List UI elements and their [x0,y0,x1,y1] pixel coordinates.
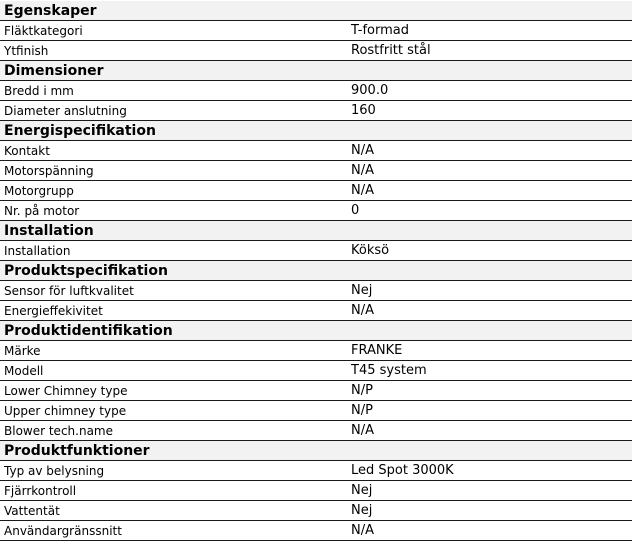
spec-row [0,341,632,361]
spec-row [0,521,632,541]
spec-row [0,461,632,481]
section-heading: Produktfunktioner [0,441,632,461]
spec-row [0,381,632,401]
section-heading: Energispecifikation [0,121,632,141]
spec-row [0,361,632,381]
spec-label: Upper chimney type [4,404,127,418]
section-heading: Produktidentifikation [0,321,632,341]
section-heading: Dimensioner [0,61,632,81]
spec-row [0,281,632,301]
spec-value: Nej [351,483,373,498]
spec-label: Motorgrupp [4,184,74,198]
spec-value: N/A [351,143,374,158]
spec-row [0,241,632,261]
spec-value: Nej [351,503,373,518]
spec-label: Fläktkategori [4,24,83,38]
spec-label: Installation [4,244,71,258]
spec-value: Led Spot 3000K [351,463,454,478]
spec-row [0,201,632,221]
spec-label: Lower Chimney type [4,384,128,398]
spec-value: N/P [351,403,373,418]
spec-value: N/A [351,183,374,198]
spec-value: N/A [351,163,374,178]
spec-row [0,141,632,161]
section-heading: Egenskaper [0,1,632,21]
section-heading: Installation [0,221,632,241]
spec-label: Modell [4,364,44,378]
spec-label: Energieffekivitet [4,304,103,318]
spec-label: Blower tech.name [4,424,113,438]
spec-row [0,401,632,421]
spec-row [0,161,632,181]
spec-value: N/A [351,423,374,438]
spec-value: N/A [351,523,374,538]
spec-label: Typ av belysning [4,464,105,478]
spec-row [0,301,632,321]
section-heading: Produktspecifikation [0,261,632,281]
spec-label: Diameter anslutning [4,104,127,118]
spec-value: T-formad [351,23,409,38]
spec-row [0,481,632,501]
spec-value: N/A [351,303,374,318]
spec-row [0,81,632,101]
spec-label: Ytfinish [4,44,49,58]
spec-value: 0 [351,203,360,218]
spec-label: Sensor för luftkvalitet [4,284,134,298]
spec-label: Kontakt [4,144,50,158]
spec-label: Motorspänning [4,164,94,178]
spec-label: Märke [4,344,41,358]
spec-value: Rostfritt stål [351,43,431,58]
spec-row [0,21,632,41]
spec-value: T45 system [351,363,427,378]
spec-value: N/P [351,383,373,398]
spec-value: 160 [351,103,376,118]
spec-label: Bredd i mm [4,84,74,98]
spec-value: 900.0 [351,83,389,98]
spec-row [0,501,632,521]
spec-value: FRANKE [351,343,403,358]
spec-value: Köksö [351,243,390,258]
spec-value: Nej [351,283,373,298]
spec-row [0,41,632,61]
spec-label: Användargränssnitt [4,524,122,538]
spec-label: Vattentät [4,504,60,518]
spec-label: Nr. på motor [4,204,80,218]
spec-label: Fjärrkontroll [4,484,77,498]
spec-row [0,421,632,441]
spec-row [0,101,632,121]
spec-row [0,181,632,201]
